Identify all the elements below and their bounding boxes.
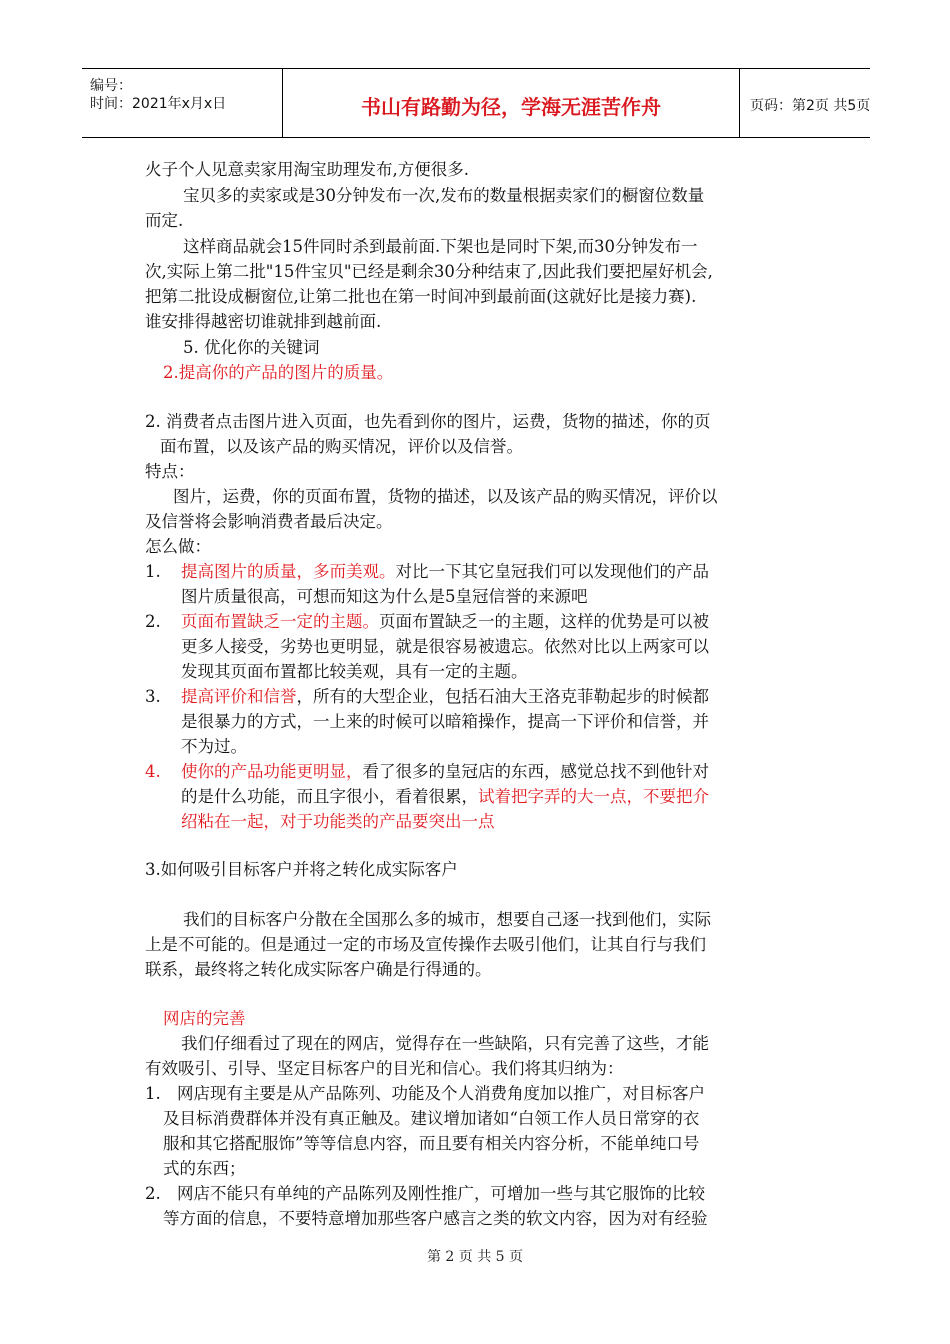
list-item-5: 5. 优化你的关键词 (183, 338, 320, 357)
paragraph-line: 式的东西； (163, 1159, 246, 1178)
list-number: 2. (145, 1184, 161, 1203)
highlight-text: 使你的产品功能更明显， (181, 762, 363, 781)
paragraph-line: 宝贝多的卖家或是30分钟发布一次,发布的数量根据卖家们的橱窗位数量 (183, 186, 705, 205)
text: ，所有的大型企业，包括石油大王洛克菲勒起步的时候都 (296, 687, 709, 706)
paragraph-line: 把第二批设成橱窗位,让第二批也在第一时间冲到最前面(这就好比是接力赛). (145, 287, 697, 306)
paragraph-line: 我们仔细看过了现在的网店，觉得存在一些缺陷，只有完善了这些，才能 (181, 1034, 709, 1053)
header-table (82, 68, 870, 138)
text: 的是什么功能，而且字很小，看着很累， (181, 787, 478, 806)
list-item (145, 760, 161, 784)
list-item (145, 685, 161, 709)
heading-image-quality: 2.提高你的产品的图片的质量。 (163, 363, 394, 382)
paragraph-line: 网店不能只有单纯的产品陈列及刚性推广，可增加一些与其它服饰的比较 (177, 1184, 705, 1203)
paragraph-line: 这样商品就会15件同时杀到最前面.下架也是同时下架,而30分钟发布一 (183, 237, 698, 256)
highlight-text: 提高评价和信誉 (181, 687, 297, 706)
paragraph-line: 而定. (145, 211, 184, 230)
paragraph-line: 图片质量很高，可想而知这为什么是5皇冠信誉的来源吧 (181, 587, 588, 606)
text: 看了很多的皇冠店的东西，感觉总找不到他针对 (362, 762, 709, 781)
page-label: 页码：第2页 共5页 (750, 98, 871, 114)
list-number: 1. (145, 562, 161, 581)
paragraph-line: 网店现有主要是从产品陈列、功能及个人消费角度加以推广，对目标客户 (177, 1084, 705, 1103)
paragraph-line: 面布置，以及该产品的购买情况，评价以及信誉。 (160, 437, 523, 456)
paragraph-line: 上是不可能的。但是通过一定的市场及宣传操作去吸引他们，让其自行与我们 (145, 935, 706, 954)
highlight-text: 页面布置缺乏一定的主题。 (181, 612, 379, 631)
paragraph-line: 次,实际上第二批"15件宝贝"已经是剩余30分种结束了,因此我们要把屋好机会, (145, 262, 713, 281)
list-item-text (181, 610, 709, 634)
text: 页面布置缺乏一的主题，这样的优势是可以被 (379, 612, 709, 631)
paragraph-line: 是很暴力的方式，一上来的时候可以暗箱操作，提高一下评价和信誉，并 (181, 712, 709, 731)
paragraph-line: 图片，运费，你的页面布置，货物的描述，以及该产品的购买情况，评价以 (173, 487, 718, 506)
section-heading: 3.如何吸引目标客户并将之转化成实际客户 (145, 860, 458, 879)
list-number: 3. (145, 687, 161, 706)
number-label: 编号： (90, 78, 132, 94)
list-item-text (181, 685, 709, 709)
feature-label: 特点： (145, 462, 195, 481)
how-label: 怎么做： (145, 537, 211, 556)
paragraph-line: 及目标消费群体并没有真正触及。建议增加诸如“白领工作人员日常穿的衣 (163, 1109, 700, 1128)
paragraph-line: 更多人接受，劣势也更明显，就是很容易被遗忘。依然对比以上两家可以 (181, 637, 709, 656)
list-item (145, 610, 161, 634)
date-label: 时间：2021年x月x日 (90, 96, 227, 112)
paragraph-line: 服和其它搭配服饰”等等信息内容，而且要有相关内容分析，不能单纯口号 (163, 1134, 700, 1153)
list-number: 4. (145, 762, 161, 781)
paragraph-line: 火子个人见意卖家用淘宝助理发布,方便很多. (145, 160, 469, 179)
highlight-text: 提高图片的质量，多而美观。 (181, 562, 396, 581)
list-item (145, 560, 161, 584)
paragraph-line: 等方面的信息，不要特意增加那些客户感言之类的软文内容，因为对有经验 (163, 1209, 708, 1228)
list-item-text (181, 560, 709, 584)
list-item-text (181, 760, 709, 784)
header-meta-cell (82, 69, 280, 137)
paragraph-line: 有效吸引、引导、坚定目标客户的目光和信心。我们将其归纳为： (145, 1059, 624, 1078)
list-item-text (181, 785, 709, 809)
list-number: 1. (145, 1084, 161, 1103)
paragraph-line: 我们的目标客户分散在全国那么多的城市，想要自己逐一找到他们，实际 (183, 910, 711, 929)
paragraph-line: 谁安排得越密切谁就排到越前面. (145, 312, 382, 331)
page-footer: 第 2 页 共 5 页 (426, 1249, 524, 1265)
motto: 书山有路勤为径，学海无涯苦作舟 (361, 95, 661, 119)
header-page-cell (740, 69, 870, 137)
header-motto-cell (282, 69, 740, 137)
paragraph-line: 发现其页面布置都比较美观，具有一定的主题。 (181, 662, 528, 681)
highlight-line: 绍粘在一起，对于功能类的产品要突出一点 (181, 812, 495, 831)
shop-heading: 网店的完善 (163, 1009, 246, 1028)
paragraph-line: 及信誉将会影响消费者最后决定。 (145, 512, 393, 531)
highlight-text: 试着把字弄的大一点，不要把介 (478, 787, 709, 806)
paragraph-line: 联系，最终将之转化成实际客户确是行得通的。 (145, 960, 492, 979)
paragraph-line: 2. 消费者点击图片进入页面，也先看到你的图片，运费，货物的描述，你的页 (145, 412, 711, 431)
list-number: 2. (145, 612, 161, 631)
text: 对比一下其它皇冠我们可以发现他们的产品 (395, 562, 709, 581)
paragraph-line: 不为过。 (181, 737, 247, 756)
